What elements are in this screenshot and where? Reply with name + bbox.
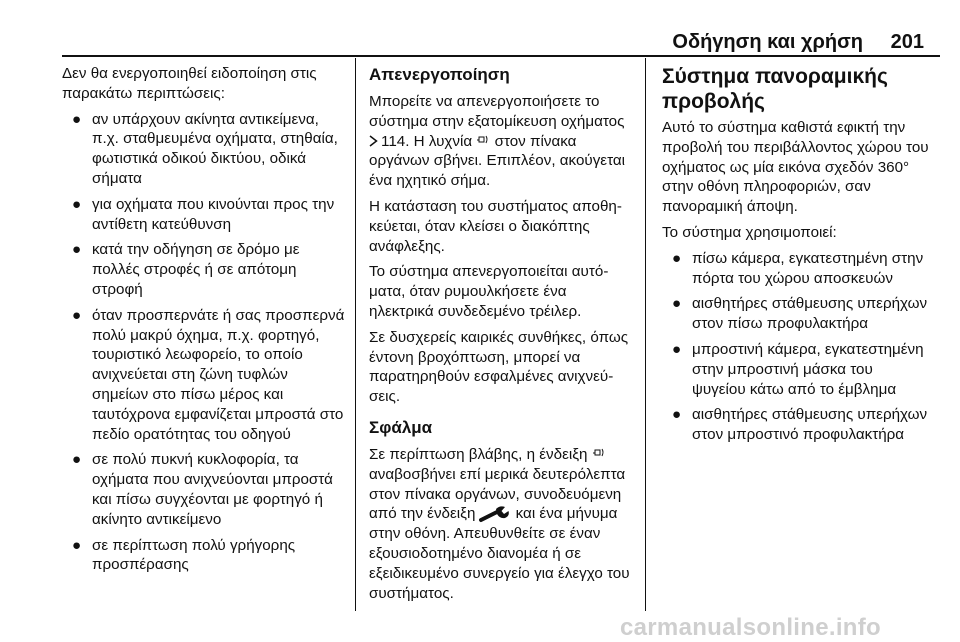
list-item [62,536,348,576]
bullet-icon: ● [672,340,682,358]
bullet-icon: ● [72,241,82,259]
list-item-text: αν υπάρχουν ακίνητα αντικείμενα, π.χ. σταθμευμένα οχήματα, στηθαία, φωτιστικά οδικού δικτύου, οδικά σήματα [92,110,338,187]
parking-sensor-icon [592,447,606,459]
column-left [62,64,348,581]
deactivation-paragraph-1: Μπορείτε να απενεργοποιήσετε το σύστημα στην εξατομίκευση οχήματος 114. Η λυχνία στον πίνακα οργάνων σβήνει. Επιπλέον, ακούγεται ένα ηχητικό σήμα. [369,93,626,190]
column-middle [369,64,631,609]
column-divider-left [355,58,356,611]
arrow-right-icon [369,135,378,147]
list-item [62,240,348,299]
page-header [0,0,960,64]
list-item [62,450,348,529]
bullet-icon: ● [72,451,82,469]
list-item-text: σε περίπτωση πολύ γρήγορης προσπέρασης [92,536,296,574]
deactivation-paragraph-3: Το σύστημα απενεργοποιείται αυτόματα, όταν ρυμουλκήσετε ένα ηλεκτρικά συνδεδεμένο τρέιλερ. [369,263,609,320]
bullet-icon: ● [72,110,82,128]
list-item-text: αισθητήρες στάθμευσης υπερήχων στον μπροστινό προφυλακτήρα [692,406,928,444]
bullet-icon: ● [672,249,682,267]
deactivation-heading: Απενεργοποίηση [369,65,510,84]
fault-paragraph: Σε περίπτωση βλάβης, η ένδειξη αναβοσβήνει επί μερικά δευτερόλεπτα στον πίνακα οργάνων, συνοδευόμενη από την ένδειξη και ένα μήνυμα στην οθόνη. Απευθυνθείτε σε έναν εξουσιοδοτημένο διανομέα ή σε εξειδικευμένο συνεργείο για έλεγχο του συστήματος. [369,445,630,602]
list-item-text: για οχήματα που κινούνται προς την αντίθετη κατεύθυνση [92,195,335,233]
list-item [662,340,930,399]
column-divider-right [645,58,646,611]
no-warning-list [62,110,348,576]
list-item-text: όταν προσπερνάτε ή σας προσπερνά πολύ μακρύ όχημα, π.χ. φορτηγό, τουριστικό λεωφορείο, το οποίο ανιχνεύεται στη ζώνη τυφλών σημείων στο πίσω μέρος και ταυτόχρονα εμφανίζεται μπροστά στο πεδίο ορατότητας του οδηγού [92,306,345,443]
bullet-icon: ● [672,295,682,313]
page-number: 201 [890,31,924,53]
uses-paragraph: Το σύστημα χρησιμοποιεί: [662,223,837,241]
list-item [62,195,348,235]
deactivation-paragraph-2: Η κατάσταση του συστήματος αποθηκεύεται, όταν κλείσει ο διακόπτης ανάφλεξης. [369,197,622,255]
list-item [662,249,930,289]
deactivation-paragraph-4: Σε δυσχερείς καιρικές συνθήκες, όπως έντονη βροχόπτωση, μπορεί να παρατηρηθούν εσφαλμένες ανιχνεύσεις. [369,328,629,406]
bullet-icon: ● [72,536,82,554]
page-reference[interactable]: 114 [381,132,406,150]
list-item-text: μπροστινή κάμερα, εγκατεστημένη στην μπροστινή μάσκα του ψυγείου κάτω από το έμβλημα [692,340,924,398]
header-rule [62,55,940,57]
bullet-icon: ● [672,406,682,424]
list-item [662,294,930,334]
wrench-icon [479,505,511,523]
watermark: carmanualsonline.info [620,614,882,641]
parking-sensor-icon [476,134,490,146]
list-item-text: σε πολύ πυκνή κυκλοφορία, τα οχήματα που ανιχνεύονται μπροστά και πίσω συγχέονται με φορτηγό ή ακίνητο αντικείμενο [92,451,333,528]
list-item-text: πίσω κάμερα, εγκατεστημένη στην πόρτα του χώρου αποσκευών [692,249,924,287]
bullet-icon: ● [72,306,82,324]
list-item [62,306,348,445]
description-paragraph: Αυτό το σύστημα καθιστά εφικτή την προβολή του περιβάλλοντος χώρου του οχήματος ως μία εικόνα σχεδόν 360° στην οθόνη πληροφοριών, σαν πανοραμική άποψη. [662,119,929,216]
list-item-text: κατά την οδήγηση σε δρόμο με πολλές στροφές ή σε απότομη στροφή [92,241,300,298]
section-heading: Σύστημα πανοραμικής προβολής [662,65,888,113]
page-section-title: Οδήγηση και χρήση [672,31,863,53]
intro-paragraph: Δεν θα ενεργοποιηθεί ειδοποίηση στις παρακάτω περιπτώσεις: [62,65,317,102]
components-list [662,249,930,445]
fault-heading: Σφάλμα [369,417,433,437]
list-item [662,405,930,445]
list-item-text: αισθητήρες στάθμευσης υπερήχων στον πίσω προφυλακτήρα [692,295,928,333]
list-item [62,110,348,189]
column-right [662,64,930,451]
bullet-icon: ● [72,195,82,213]
